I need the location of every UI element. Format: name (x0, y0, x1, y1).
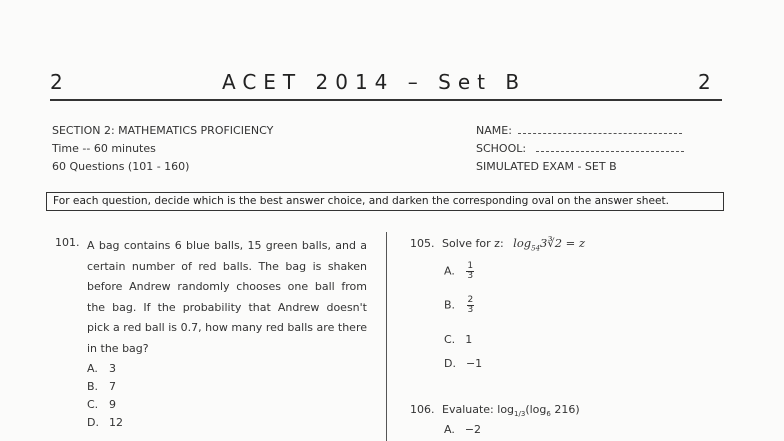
question-number: 106. (410, 403, 435, 416)
option-a[interactable]: A. 3 (87, 362, 116, 375)
section-title: SECTION 2: MATHEMATICS PROFICIENCY (52, 124, 274, 137)
exam-title: ACET 2014 – Set B (222, 70, 527, 94)
student-info (476, 122, 684, 176)
option-b[interactable]: B. 7 (87, 380, 116, 393)
column-divider (386, 232, 387, 441)
option-d[interactable]: D. −1 (444, 357, 483, 370)
fraction: $\frac{1}{3}$ (467, 261, 474, 281)
question-stem (410, 236, 585, 252)
question-number: 101. (55, 236, 80, 249)
question-number: 105. (410, 237, 435, 250)
exam-label: SIMULATED EXAM - SET B (476, 160, 617, 173)
option-a[interactable]: A. $\frac{1}{3}$ (444, 261, 474, 281)
question-prompt: Solve for z: (442, 237, 504, 250)
page-number-left: 2 (50, 70, 63, 94)
question-prompt: Evaluate: (442, 403, 494, 416)
log-expression: $\log_{1/3}(\log_6$ 216) (497, 403, 580, 419)
question-106 (410, 403, 580, 436)
page-number-right: 2 (698, 70, 711, 94)
option-b[interactable]: B. $\frac{2}{3}$ (444, 295, 474, 315)
header-rule (50, 99, 722, 101)
name-line (476, 122, 684, 140)
option-c[interactable]: C. 1 (444, 333, 473, 346)
school-field[interactable] (536, 142, 684, 152)
section-info (52, 122, 273, 176)
name-field[interactable] (518, 124, 682, 134)
name-label: NAME: (476, 124, 512, 137)
question-stem: A bag contains 6 blue balls, 15 green balls, and a certain number of red balls. The bag is shaken before Andrew randomly chooses one ball from the bag. If the probability that Andrew doesn't pick a red ball is 0.7, how many red balls are there in the bag? (87, 239, 367, 355)
question-105 (410, 236, 586, 370)
school-label: SCHOOL: (476, 142, 527, 155)
log-expression: $\log_{54}3∛2 = z$ (513, 236, 586, 253)
option-a[interactable]: A. −2 (444, 423, 482, 436)
fraction: $\frac{2}{3}$ (467, 295, 474, 315)
option-c[interactable]: C. 9 (87, 398, 116, 411)
answer-options (87, 360, 123, 432)
time-limit: Time -- 60 minutes (52, 142, 156, 155)
question-count: 60 Questions (101 - 160) (52, 160, 190, 173)
option-d[interactable]: D. 12 (87, 416, 123, 429)
school-line (476, 140, 684, 158)
instructions-box: For each question, decide which is the best answer choice, and darken the corresponding oval on the answer sheet. (46, 192, 724, 211)
